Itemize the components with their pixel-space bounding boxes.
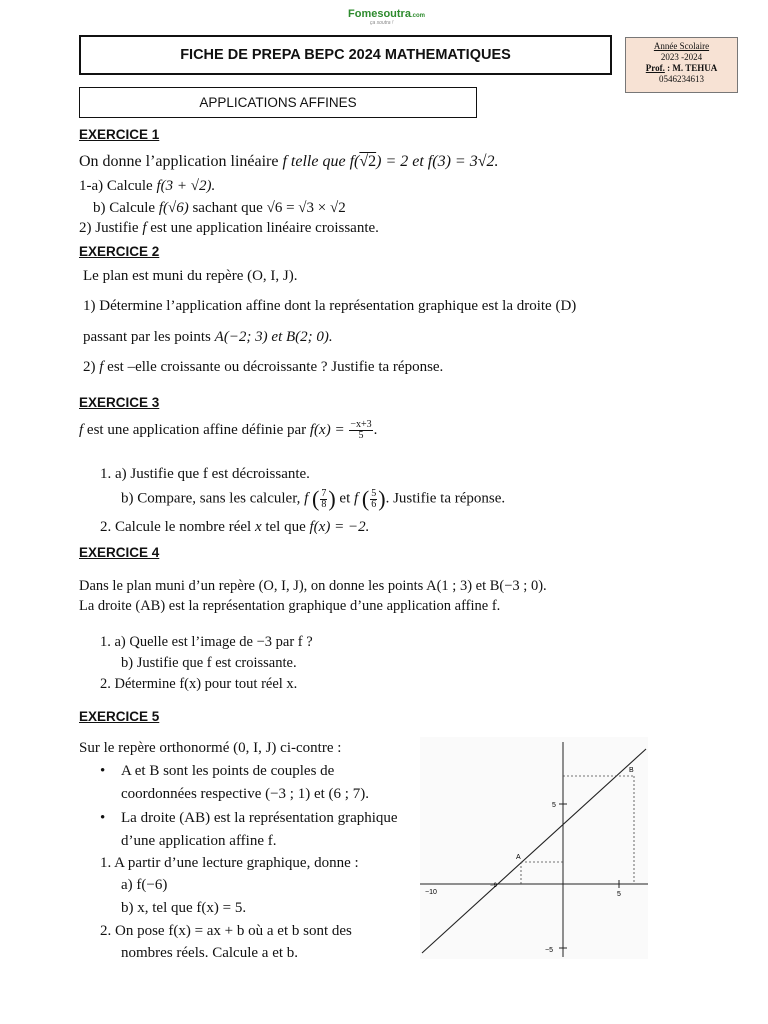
ex5-line-10: nombres réels. Calcule a et b. [121,945,299,961]
ex1-l1-math: f telle que f( [282,153,360,170]
ex2-line-3 [83,329,333,346]
ex3-l3-f2: f [354,490,359,507]
ex1-l2-text: 1-a) Calcule [79,178,157,194]
ex3-frac2-den: 6 [371,498,377,510]
ex3-l1-text: est une application affine définie par [83,421,310,438]
ex4-line-1: Dans le plan muni d’un repère (O, I, J), on donne les points A(1 ; 3) et B(−3 ; 0). [79,578,547,594]
ex3-line-3: b) Compare, sans les calculer, f ( $\frac{7}{8}$ ) et f ( $\frac{5}{6}$ ). Justifie ta réponse. [121,486,506,511]
exercise-1-title: EXERCICE 1 [79,127,160,142]
ex2-l4-math: f [99,359,104,375]
ex1-l3-math: f(√6) [158,200,189,216]
ex5-line-4: La droite (AB) est la représentation graphique [121,810,398,826]
ex5-line-8: b) x, tel que f(x) = 5. [121,900,247,916]
ex3-fraction-denominator: 5 [358,430,364,441]
exercise-3-title: EXERCICE 3 [79,395,160,410]
teacher-phone: 0546234613 [659,74,704,84]
ex3-l4-math: f(x) = −2. [309,519,370,535]
tick-label-x-neg6: −6 [490,883,497,889]
tick-label-y-neg5: −5 [545,947,553,954]
ex3-fraction [349,420,372,441]
ex1-l1-math-end: ) = 2 et f(3) = 3√2. [376,153,499,170]
ex1-line-2 [79,178,215,195]
ex3-line-1: f est une application affine définie par f(x) = $\frac{-x+3}{5}$ . [79,419,378,441]
ex4-line-3: 1. a) Quelle est l’image de −3 par f ? [100,634,313,650]
ex2-line-1: Le plan est muni du repère (O, I, J). [83,268,298,284]
ex1-l4-text: 2) Justifie [79,220,143,236]
label-b: B [629,767,634,774]
ex3-l4-x: x [254,519,262,535]
ex3-frac2-num: 5 [371,487,377,499]
tick-label-x-5: 5 [617,891,621,898]
ex3-frac-7-8 [320,489,327,510]
ex5-line-7: a) f(−6) [121,877,168,893]
ex2-l3-math: A(−2; 3) et B(2; 0). [214,329,333,345]
exercise-5-title: EXERCICE 5 [79,709,160,724]
ex3-l3-end: . Justifie ta réponse. [385,490,506,507]
ex3-l3-text: b) Compare, sans les calculer, [121,490,305,507]
ex4-line-5: 2. Détermine f(x) pour tout réel x. [100,676,298,692]
ex5-line-2: A et B sont les points de couples de [121,763,335,779]
ex1-l2-math: f(3 + √2). [156,178,216,194]
prof-name: : M. TEHUA [664,63,718,73]
ex1-line-3 [93,200,346,217]
ex3-line-2: 1. a) Justifie que f est décroissante. [100,466,310,482]
school-year: 2023 -2024 [660,52,703,62]
ex2-l3-text: passant par les points [83,329,215,345]
ex5-bullet-2: • [100,810,106,826]
school-year-label: Année Scolaire [653,41,710,51]
ex3-frac-5-6 [370,489,377,510]
ex3-l4-text: 2. Calcule le nombre réel [100,519,255,535]
ex3-frac1-den: 8 [321,498,327,510]
ex1-line-1 [79,153,498,171]
teacher-line [626,63,737,74]
logo-tagline: ça soutra ! [370,20,394,26]
logo-text: Fomesoutra [348,8,411,20]
ex1-l3-text-end: sachant que √6 = √3 × √2 [188,200,346,216]
ex1-l1-text: On donne l’application linéaire [79,153,283,170]
ex4-line-2: La droite (AB) est la représentation graphique d’une application affine f. [79,598,501,614]
ex1-l4-text-end: est une application linéaire croissante. [146,220,379,236]
document-title: FICHE DE PREPA BEPC 2024 MATHEMATIQUES [79,35,612,75]
ex3-fraction-numerator: −x+3 [350,419,372,430]
ex3-frac1-num: 7 [321,487,327,499]
ex5-line-6: 1. A partir d’une lecture graphique, donne : [100,855,359,871]
document-subtitle: APPLICATIONS AFFINES [79,87,477,118]
ex3-l3-f1: f [304,490,309,507]
ex5-line-1: Sur le repère orthonormé (0, I, J) ci-contre : [79,740,342,756]
ex5-line-3: coordonnées respective (−3 ; 1) et (6 ; 7). [121,786,369,802]
ex5-line-5: d’une application affine f. [121,833,277,849]
ex4-line-4: b) Justifie que f est croissante. [121,655,297,671]
logo-domain: .com [410,13,425,19]
label-a: A [516,854,521,861]
coordinate-graph [420,737,648,959]
ex1-l3-text: b) Calcule [93,200,159,216]
tick-label-x-neg10: −10 [425,889,437,896]
ex2-l4-text-end: est –elle croissante ou décroissante ? Justifie ta réponse. [103,359,444,375]
ex3-l3-and: et [335,490,354,507]
ex1-line-4 [79,220,379,237]
exercise-4-title: EXERCICE 4 [79,545,160,560]
ex2-line-4 [83,359,443,376]
exercise-2-title: EXERCICE 2 [79,244,160,259]
ex1-l4-math: f [142,220,147,236]
ex3-l1-func: f(x) = [309,421,349,438]
ex3-line-4 [100,519,369,536]
ex5-line-9: 2. On pose f(x) = ax + b où a et b sont des [100,923,352,939]
tick-label-y-5: 5 [552,802,556,809]
site-logo [348,8,425,26]
ex1-l1-sqrt: √2 [359,153,377,170]
ex3-l4-text-mid: tel que [261,519,310,535]
ex2-l4-text: 2) [83,359,100,375]
ex2-line-2: 1) Détermine l’application affine dont la représentation graphique est la droite (D) [83,298,577,314]
ex3-l1-math: f [79,421,84,438]
prof-label: Prof. [645,63,665,73]
ex5-bullet-1: • [100,763,106,779]
teacher-info-box [625,37,738,93]
